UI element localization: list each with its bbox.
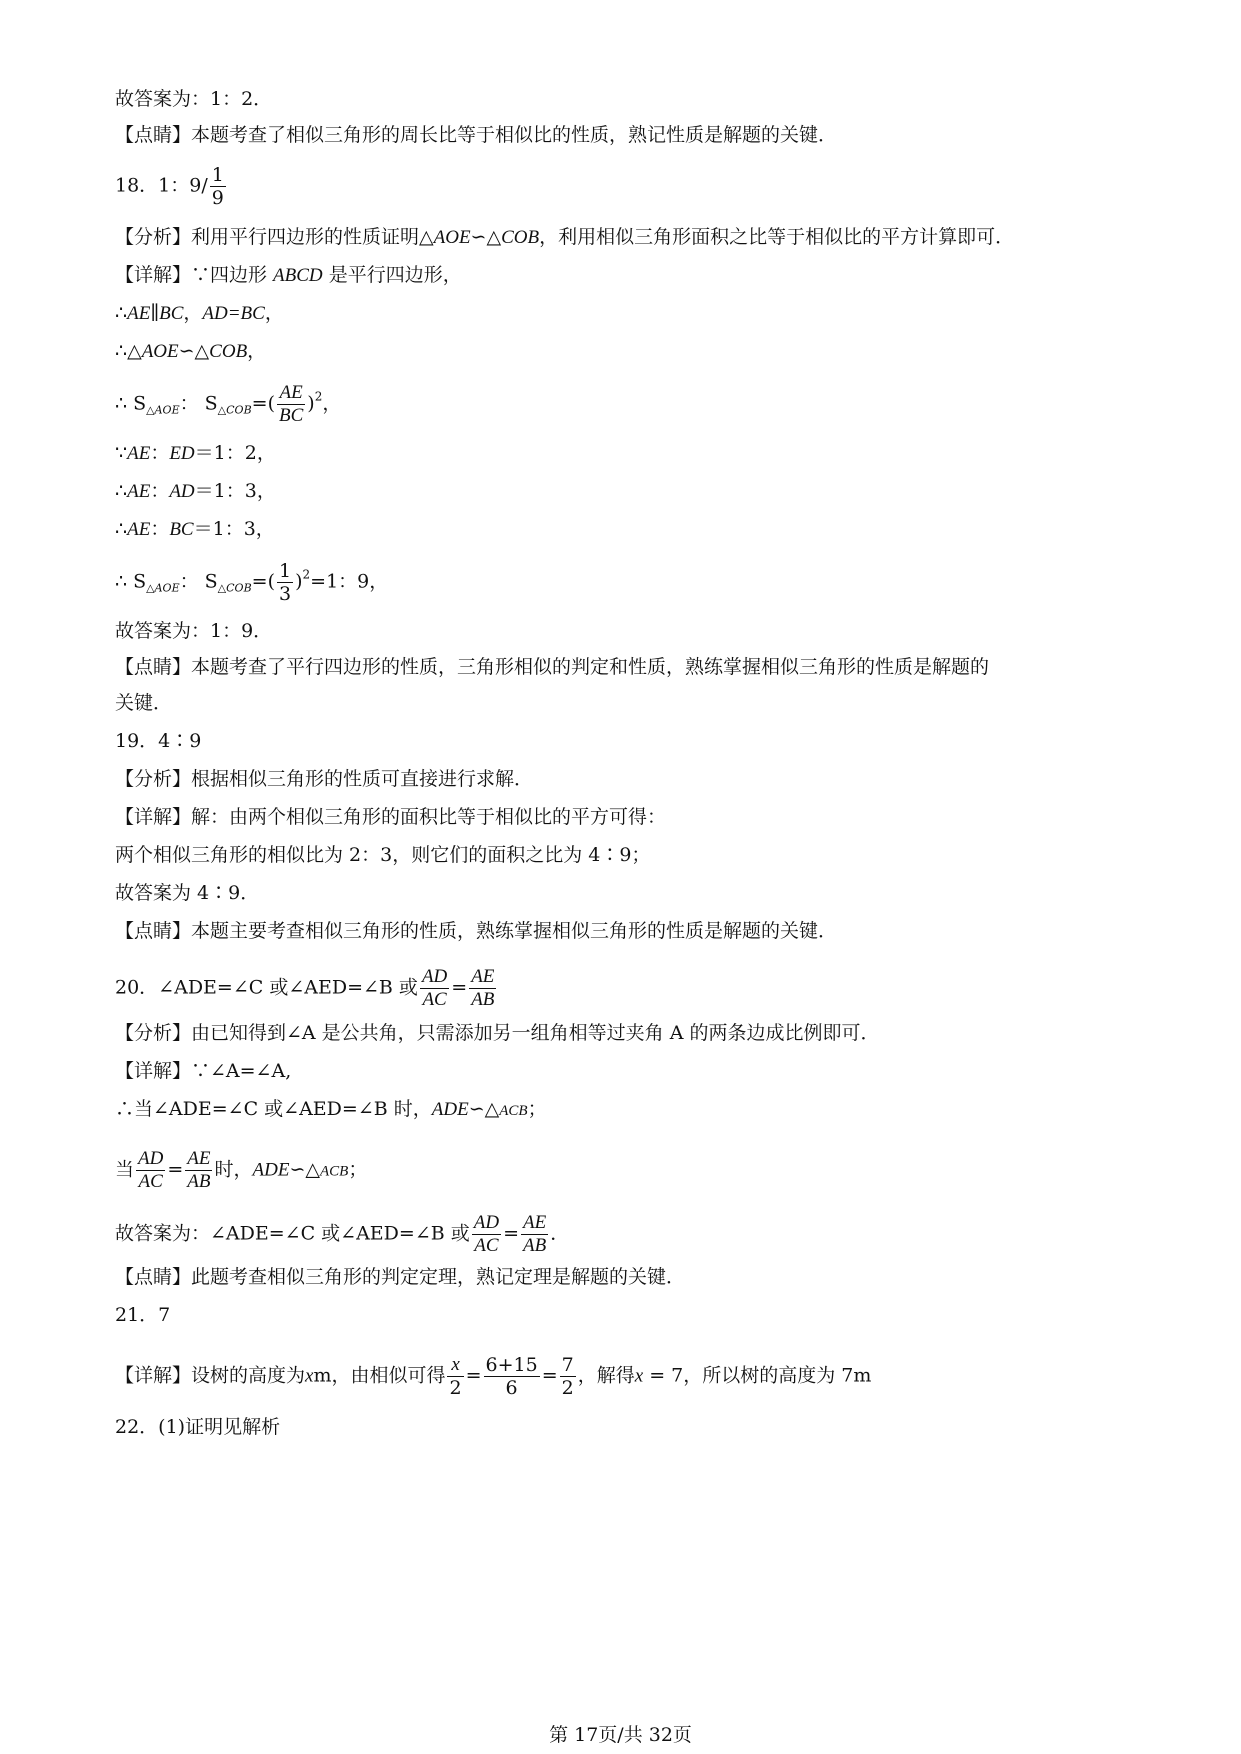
step-line (115, 440, 276, 467)
text-segment: ； (527, 1098, 547, 1120)
fraction-numerator: 1 (211, 164, 224, 186)
text-segment: 【分析】利用平行四边形的性质证明 (115, 226, 420, 248)
comment-line: 【点睛】此题考查相似三角形的判定定理，熟记定理是解题的关键． (115, 1266, 686, 1288)
fraction-denominator: BC (279, 405, 304, 426)
text-segment: = (451, 976, 468, 999)
fraction-numerator: 6+15 (485, 1354, 538, 1376)
text-segment: ，利用相似三角形面积之比等于相似比的平方计算即可． (539, 226, 1015, 248)
text-segment: ，解得 (577, 1364, 635, 1387)
fraction-denominator: AB (187, 1171, 211, 1192)
fraction (277, 382, 305, 427)
math-expression: ADE (252, 1159, 290, 1181)
fraction-denominator: AC (474, 1235, 499, 1256)
fraction (521, 1212, 548, 1257)
comment-line: 【点睛】本题考查了平行四边形的性质，三角形相似的判定和性质，熟练掌握相似三角形的性质是解题的 (115, 656, 990, 678)
step-line (115, 1096, 547, 1124)
text-segment: 时， (214, 1158, 253, 1181)
text-segment: 【详解】∵四边形 (115, 264, 274, 286)
fraction (469, 966, 496, 1011)
text-segment: = (465, 1364, 482, 1387)
fraction-numerator: x (447, 1354, 463, 1377)
math-expression: AD=BC (202, 303, 265, 324)
text-segment: ； (348, 1158, 368, 1181)
subscript: △COB (217, 403, 252, 417)
math-expression: BC (169, 519, 194, 540)
answer-line: 故答案为：1：2． (115, 88, 273, 110)
text-segment: ) (295, 570, 303, 593)
text-segment: ： (150, 442, 170, 464)
comment-line: 【点睛】本题考查了相似三角形的周长比等于相似比的性质，熟记性质是解题的关键． (115, 124, 838, 146)
step-line (115, 300, 284, 327)
text-segment: 【详解】设树的高度为 (115, 1364, 306, 1387)
text-segment: ∴ S (115, 392, 147, 415)
text-segment: ) (307, 392, 315, 415)
math-variable: x (634, 1365, 644, 1387)
answer-line (115, 1212, 569, 1257)
fraction-numerator: AE (187, 1148, 211, 1169)
math-expression: ACB (499, 1103, 528, 1119)
fraction-numerator: AD (138, 1148, 164, 1169)
fraction-numerator: AE (277, 382, 305, 405)
math-expression: ED (169, 443, 195, 464)
analysis-line: 【分析】由已知得到∠A 是公共角，只需添加另一组角相等过夹角 A 的两条边成比例即可． (115, 1022, 880, 1044)
step-line: 两个相似三角形的相似比为 2：3，则它们的面积之比为 4∶9； (115, 844, 651, 866)
math-expression: AE (127, 481, 151, 502)
fraction-denominator: 2 (449, 1377, 462, 1399)
superscript: 2 (314, 389, 323, 404)
fraction (484, 1354, 540, 1399)
text-segment: ， (322, 392, 342, 415)
fraction-denominator: AB (523, 1235, 547, 1256)
superscript: 2 (302, 567, 311, 582)
analysis-line (115, 224, 1014, 251)
analysis-line: 【分析】根据相似三角形的性质可直接进行求解． (115, 768, 534, 790)
text-segment: ＝1：2， (194, 442, 276, 464)
text-segment: m，由相似可得 (313, 1364, 446, 1387)
text-segment: ∽△ (468, 1098, 500, 1120)
subscript: △AOE (146, 403, 180, 417)
fraction-denominator: 9 (211, 187, 224, 209)
comment-line: 【点睛】本题主要考查相似三角形的性质，熟练掌握相似三角形的性质是解题的关键． (115, 920, 838, 942)
question-20-answer (115, 966, 498, 1011)
fraction-denominator: 3 (279, 583, 292, 605)
fraction-denominator: 2 (561, 1377, 574, 1399)
text-segment: ∴ (115, 518, 128, 540)
fraction-numerator: 7 (561, 1354, 574, 1376)
text-segment: =( (251, 392, 275, 415)
page-footer: 第 17页/共 32页 (549, 1724, 692, 1746)
text-segment: 是平行四边形， (322, 264, 462, 286)
step-line (115, 1148, 367, 1193)
fraction (277, 560, 293, 605)
text-segment: 故答案为：∠ADE=∠C 或∠AED=∠B 或 (115, 1222, 470, 1245)
q18-prefix: 18．1：9/ (115, 174, 208, 197)
text-segment: = (503, 1222, 519, 1245)
fraction (447, 1354, 463, 1399)
fraction-denominator: AC (422, 989, 447, 1010)
text-segment: ： (150, 480, 170, 502)
text-segment: ： (150, 518, 170, 540)
q18-fraction (210, 164, 226, 209)
step-line (115, 478, 276, 505)
subscript: △COB (217, 581, 252, 595)
formula-line (115, 382, 341, 427)
fraction (560, 1354, 576, 1399)
fraction-denominator: 6 (505, 1377, 518, 1399)
math-expression: BC (159, 303, 184, 324)
comment-line-continued: 关键． (115, 692, 173, 714)
formula-line (115, 560, 388, 605)
text-segment: ： S (179, 392, 218, 415)
fraction-numerator: AD (421, 966, 448, 987)
math-expression: AE (127, 303, 151, 324)
detail-line (115, 262, 462, 289)
text-segment: ∵ (115, 442, 128, 464)
answer-line: 故答案为：1：9． (115, 620, 273, 642)
text-segment: =1：9， (310, 570, 389, 593)
question-18-answer (115, 164, 228, 209)
math-expression: ACB (319, 1163, 349, 1180)
question-19-answer: 19．4∶9 (115, 730, 202, 752)
detail-line: 【详解】解：由两个相似三角形的面积比等于相似比的平方可得： (115, 806, 667, 828)
text-segment: ∽△ (289, 1158, 320, 1181)
math-expression: AE (127, 519, 151, 540)
detail-line: 【详解】∵∠A=∠A, (115, 1060, 292, 1082)
fraction (136, 1148, 165, 1193)
math-expression: AD (169, 481, 195, 502)
text-segment: ∴ (115, 340, 128, 362)
text-segment: = (167, 1158, 184, 1181)
text-segment: ＝1：3， (194, 480, 276, 502)
text-segment: ∴ (115, 480, 128, 502)
text-segment: 20．∠ADE=∠C 或∠AED=∠B 或 (115, 976, 418, 999)
fraction-numerator: 1 (279, 560, 292, 582)
fraction-denominator: AC (138, 1171, 163, 1192)
text-segment: =( (251, 570, 275, 593)
math-expression: ADE (431, 1099, 469, 1120)
text-segment: ， (264, 302, 284, 324)
question-21-answer: 21．7 (115, 1304, 171, 1326)
text-segment: ， (183, 302, 203, 324)
fraction-numerator: AE (523, 1212, 547, 1233)
answer-line: 故答案为 4∶9． (115, 882, 260, 904)
text-segment: = (541, 1364, 558, 1387)
text-segment: 当 (115, 1158, 135, 1181)
step-line (115, 516, 275, 543)
math-expression: AE (127, 443, 151, 464)
detail-line (115, 1354, 871, 1399)
text-segment: ∴ (115, 302, 128, 324)
math-expression: △AOE∽△COB (419, 227, 540, 248)
fraction (185, 1148, 212, 1193)
math-variable: x (305, 1365, 314, 1387)
fraction-denominator: AB (471, 989, 495, 1010)
math-expression: △AOE∽△COB (127, 341, 248, 362)
fraction (420, 966, 449, 1011)
fraction-numerator: AD (473, 1212, 500, 1233)
question-22-answer: 22．(1)证明见解析 (115, 1416, 281, 1438)
text-segment: ： S (179, 570, 218, 593)
text-segment: ． (550, 1222, 570, 1245)
math-expression: ABCD (273, 265, 323, 286)
text-segment: ， (247, 340, 267, 362)
text-segment: = 7，所以树的高度为 7m (643, 1364, 872, 1387)
text-segment: ∴当∠ADE=∠C 或∠AED=∠B 时， (115, 1098, 432, 1120)
subscript: △AOE (146, 581, 180, 595)
fraction (472, 1212, 501, 1257)
math-expression: ∥ (150, 303, 160, 324)
fraction-numerator: AE (471, 966, 495, 987)
text-segment: ∴ S (115, 570, 147, 593)
step-line (115, 338, 266, 365)
text-segment: ＝1：3， (193, 518, 275, 540)
